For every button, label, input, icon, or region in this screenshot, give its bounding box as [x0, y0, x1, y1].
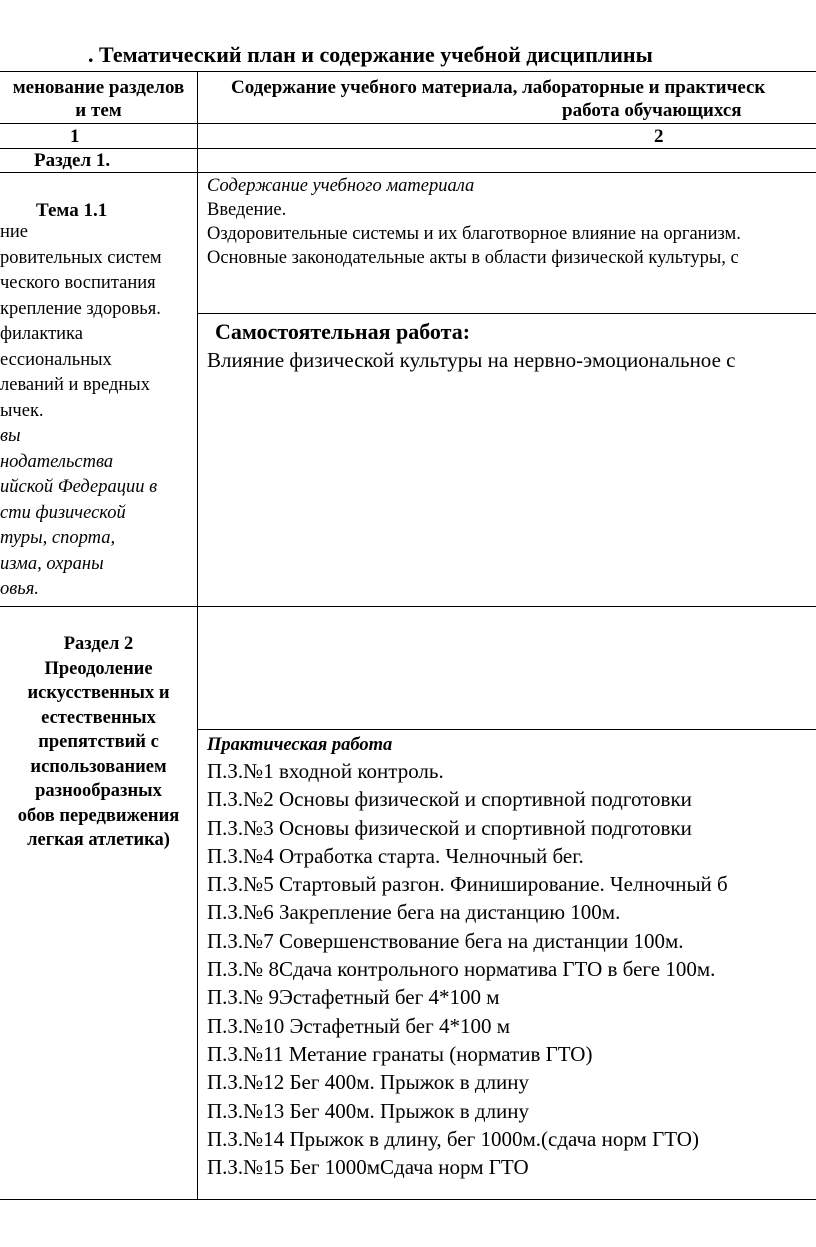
page-title: . Тематический план и содержание учебной дисциплины — [88, 42, 653, 67]
section2-title-line: естественных — [41, 707, 156, 728]
practice-item: П.З.№14 Прыжок в длину, бег 1000м.(сдача норм ГТО) — [207, 1126, 699, 1151]
content-block — [207, 174, 816, 270]
topic-italic-line: овья. — [0, 579, 39, 599]
section2-title-line: легкая атлетика) — [27, 830, 170, 850]
section2-title-line: обов передвижения — [17, 805, 180, 826]
topic-title: Тема 1.1 — [36, 200, 108, 221]
practice-item: П.З.№2 Основы физической и спортивной подготовки — [207, 787, 692, 812]
section2-row-divider — [0, 606, 816, 607]
column-number-2: 2 — [654, 126, 664, 147]
column-number-1: 1 — [70, 126, 80, 147]
topic-line: ческого воспитания — [0, 273, 156, 293]
section2-title-line: Преодоление — [44, 658, 153, 679]
practice-block — [207, 733, 816, 1181]
table-top-border — [0, 71, 816, 72]
topic-line: ровительных систем — [0, 247, 162, 268]
practice-item: П.З.№ 9Эстафетный бег 4*100 м — [207, 985, 500, 1010]
content-line: Введение. — [207, 200, 287, 220]
self-work-text: Влияние физической культуры на нервно-эмоциональное с — [207, 348, 736, 372]
topic-line: филактика — [0, 324, 83, 344]
section1-row-divider — [0, 172, 816, 173]
section2-title-line: искусственных и — [27, 683, 170, 703]
section2-title-line: разнообразных — [35, 781, 162, 801]
content-line: Оздоровительные системы и их благотворное влияние на организм. — [207, 224, 741, 244]
section2-title — [0, 632, 197, 853]
practice-item: П.З.№ 8Сдача контрольного норматива ГТО в беге 100м. — [207, 957, 716, 982]
self-work-block — [207, 318, 816, 374]
topic-line: крепление здоровья. — [0, 298, 161, 319]
header-col2-line2: работа обучающихся — [562, 100, 742, 121]
practice-item: П.З.№10 Эстафетный бег 4*100 м — [207, 1013, 510, 1038]
topic-italic-line: изма, охраны — [0, 553, 104, 574]
header-col1-line1: менование разделов — [12, 77, 185, 98]
topic-line: ычек. — [0, 400, 44, 421]
self-work-title: Самостоятельная работа: — [215, 319, 471, 344]
practice-item: П.З.№11 Метание гранаты (норматив ГТО) — [207, 1041, 593, 1066]
practice-item: П.З.№3 Основы физической и спортивной подготовки — [207, 815, 692, 840]
table-bottom-border — [0, 1199, 816, 1200]
topic-line: леваний и вредных — [0, 375, 150, 395]
content-line: Основные законодательные акты в области физической культуры, с — [207, 248, 739, 268]
topic-description — [0, 220, 197, 603]
column-divider — [197, 71, 198, 1200]
topic-line: ние — [0, 222, 29, 242]
practice-item: П.З.№1 входной контроль. — [207, 759, 444, 783]
header-col2-line1: Содержание учебного материала, лабораторные и практическ — [231, 77, 766, 98]
header-col2 — [207, 76, 816, 122]
section1-label: Раздел 1. — [34, 150, 111, 171]
topic-italic-line: сти физической — [0, 502, 126, 523]
number-row-divider — [0, 148, 816, 149]
header-col1-line2: и тем — [75, 100, 122, 121]
practice-item: П.З.№6 Закрепление бега на дистанцию 100м. — [207, 900, 621, 925]
topic-italic-line: туры, спорта, — [0, 528, 116, 548]
practice-item: П.З.№12 Бег 400м. Прыжок в длину — [207, 1070, 530, 1095]
practice-item: П.З.№13 Бег 400м. Прыжок в длину — [207, 1098, 530, 1123]
header-divider — [0, 123, 816, 124]
content-selfwork-divider — [197, 313, 816, 314]
practice-item: П.З.№4 Отработка старта. Челночный бег. — [207, 843, 584, 868]
content-heading: Содержание учебного материала — [207, 176, 475, 196]
practice-heading: Практическая работа — [207, 735, 393, 755]
topic-italic-line: нодательства — [0, 451, 114, 472]
practice-item: П.З.№7 Совершенствование бега на дистанции 100м. — [207, 928, 684, 953]
section2-title-line: использованием — [30, 756, 167, 777]
section2-inner-divider — [197, 729, 816, 730]
topic-line: ессиональных — [0, 349, 112, 370]
section2-title-line: Раздел 2 — [63, 634, 134, 654]
practice-item: П.З.№15 Бег 1000мСдача норм ГТО — [207, 1155, 529, 1180]
practice-item: П.З.№5 Стартовый разгон. Финиширование. Челночный б — [207, 872, 728, 897]
header-col1 — [0, 76, 197, 122]
topic-italic-line: вы — [0, 426, 21, 446]
topic-italic-line: ийской Федерации в — [0, 477, 158, 497]
section2-title-line: препятствий с — [38, 732, 159, 752]
